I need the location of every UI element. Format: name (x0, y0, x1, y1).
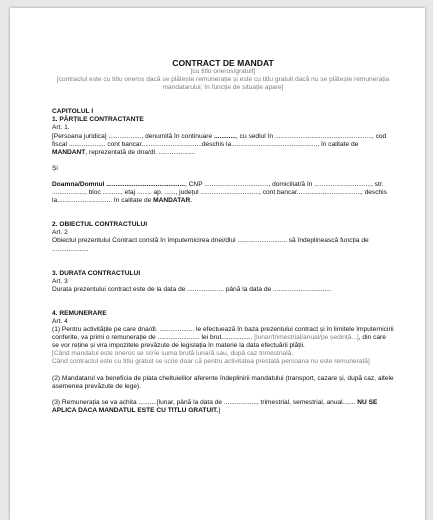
section-3-heading: 3. DURATA CONTRACTULUI (52, 269, 141, 277)
article-2-label: Art. 2 (52, 229, 68, 237)
section-2-text: Obiectul prezentului Contract constă în împuternicirea dnei/dlui ........................... să îndeplinească funcția de .................... (52, 237, 369, 253)
remuneration-paragraph-3: (3) Remunerația se va achita ..........[lunar, până la data de .................., trimestrial, semestrial, anual....... NU SE APLICA DACA MANDATUL ESTE CU TITLU GRATUIT.] (52, 398, 378, 414)
document-note: [contractul este cu titlu oneros dacă se plătește remunerație și este cu titlu gratuit dacă nu se plătește remunerația mandatarului; în funcție de situație apare] (56, 76, 390, 92)
article-1-label: Art. 1. (52, 124, 70, 132)
chapter-heading: CAPITOLUL I (52, 108, 94, 116)
section-3-text: Durata prezentului contract este de la data de .................... până la data de ................................ (52, 285, 332, 293)
section-1-heading: 1. PĂRȚILE CONTRACTANTE (52, 116, 144, 124)
and-word: Și (52, 164, 58, 172)
article-3-label: Art. 3 (52, 277, 68, 285)
document-subtitle: [cu titlu oneros/gratuit] (190, 68, 256, 75)
remuneration-note-2: Când contractul este cu titlu gratuit se scrie doar că pentru activitatea prestată persoana nu este remunerată] (52, 358, 370, 366)
document-title: CONTRACT DE MANDAT (172, 58, 274, 68)
remuneration-paragraph-1: (1) Pentru activitățile pe care dna/dl. ................... le efectuează în baza prezentului contract și în limitele împuternicirii conferite, va primi o remunerație de ....................... lei brut................. [lunar/trimestrial/anual/pe ședință...], din care se vor reține și vira impozitele prevăzute de legislația în materie la data efectuării plății. (52, 326, 394, 350)
remuneration-paragraph-2: (2) Mandatarul va beneficia de plata cheltuielilor aferente îndeplinirii mandatului (transport, cazare și, după caz, altele asemenea prevăzute de lege). (52, 374, 394, 390)
section-4-heading: 4. REMUNERARE (52, 309, 107, 317)
mandatar-paragraph: Doamna/Domnul ..........................................., CNP ..................................., domiciliat/ă în ..............................., str. .................., bloc .........., etaj ........ ap. ......, județul ................................, cont bancar..................................., deschis la.............................. în calitate de MANDATAR. (52, 180, 387, 205)
mandant-paragraph: [Persoana juridica] .................., denumită în continuare ............, cu sediul în ....................................................., cod fiscal .................... cont bancar.................................deschis la..............................................., în calitate de MANDANT, reprezentată de dna/dl. .................... (52, 132, 387, 156)
document-page (10, 8, 425, 520)
section-2-heading: 2. OBIECTUL CONTRACTULUI (52, 221, 148, 229)
article-4-label: Art. 4 (52, 317, 68, 325)
remuneration-note-1: [Când mandatul este oneros se scrie suma brută lunară sau, după caz trimestrială. (52, 350, 294, 358)
document-content (52, 58, 394, 415)
